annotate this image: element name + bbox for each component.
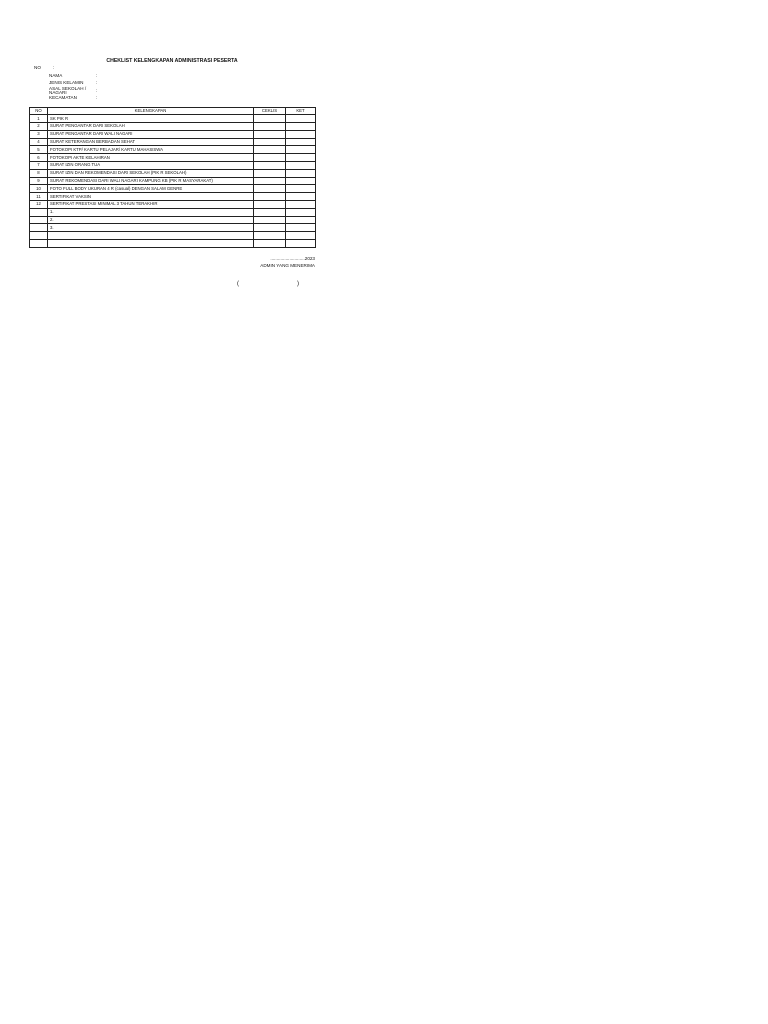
item-text: FOTOKOPI KTP/ KARTU PELAJAR/ KARTU MAHASISWA	[48, 146, 254, 154]
ket-cell[interactable]	[286, 232, 316, 240]
table-row	[30, 138, 316, 146]
sub-item-text: 1.	[48, 208, 254, 216]
ket-cell[interactable]	[286, 154, 316, 162]
item-no: 8	[30, 169, 48, 177]
table-header-row	[30, 107, 316, 115]
table-row	[30, 216, 316, 224]
ket-cell[interactable]	[286, 201, 316, 209]
item-text: SERTIFIKAT PRESTASI MINIMAL 3 TAHUN TERAKHIR	[48, 201, 254, 209]
item-text: SURAT PENGANTAR DARI SEKOLAH	[48, 123, 254, 131]
ket-cell[interactable]	[286, 162, 316, 170]
item-no: 5	[30, 146, 48, 154]
ceklis-cell[interactable]	[254, 232, 286, 240]
form-title: CHEKLIST KELENGKAPAN ADMINISTRASI PESERTA	[106, 58, 238, 64]
admin-label: ADMIN YANG MENERIMA	[260, 262, 315, 268]
table-row	[30, 201, 316, 209]
col-header-no: NO	[30, 107, 48, 115]
ket-cell[interactable]	[286, 240, 316, 248]
checklist-form	[29, 57, 315, 290]
item-no: 3	[30, 130, 48, 138]
ket-cell[interactable]	[286, 193, 316, 201]
checklist-table	[29, 107, 316, 248]
table-row	[30, 115, 316, 123]
signature-bracket-left: (	[237, 280, 239, 287]
table-row	[30, 185, 316, 193]
table-row	[30, 240, 316, 248]
col-header-ket: KET	[286, 107, 316, 115]
table-row	[30, 123, 316, 131]
ket-cell[interactable]	[286, 177, 316, 185]
item-no: 10	[30, 185, 48, 193]
field-colon: :	[96, 87, 98, 93]
ceklis-cell[interactable]	[254, 123, 286, 131]
item-no: 9	[30, 177, 48, 185]
item-text: SERTIFIKAT VAKSIN	[48, 193, 254, 201]
field-jenis-kelamin-label: JENIS KELAMIN	[49, 80, 84, 86]
table-row	[30, 193, 316, 201]
item-text: SURAT IZIN ORANG TUA	[48, 162, 254, 170]
ket-cell[interactable]	[286, 185, 316, 193]
item-no: 4	[30, 138, 48, 146]
item-text: SURAT IZIN DAN REKOMENDASI DARI SEKOLAH (PIK R SEKOLAH)	[48, 169, 254, 177]
signature-bracket-right: )	[297, 280, 299, 287]
ket-cell[interactable]	[286, 123, 316, 131]
field-colon: :	[53, 65, 55, 71]
table-row	[30, 232, 316, 240]
ceklis-cell[interactable]	[254, 115, 286, 123]
col-header-kelengkapan: KELENGKAPAN	[48, 107, 254, 115]
ceklis-cell[interactable]	[254, 201, 286, 209]
table-row	[30, 130, 316, 138]
field-kecamatan-label: KECAMATAN	[49, 95, 77, 101]
ket-cell[interactable]	[286, 169, 316, 177]
ceklis-cell[interactable]	[254, 162, 286, 170]
item-no: 11	[30, 193, 48, 201]
item-text: SURAT REKOMENDASI DARI WALI NAGARI KAMPUNG KB (PIK R MASYARAKAT)	[48, 177, 254, 185]
sub-item-text: 2.	[48, 216, 254, 224]
ceklis-cell[interactable]	[254, 216, 286, 224]
field-nama-label: NAMA	[49, 72, 63, 78]
ceklis-cell[interactable]	[254, 224, 286, 232]
field-asal-sekolah-row	[29, 85, 315, 96]
ket-cell[interactable]	[286, 224, 316, 232]
field-no-row	[29, 65, 315, 73]
table-row	[30, 224, 316, 232]
table-row	[30, 162, 316, 170]
item-no: 2	[30, 123, 48, 131]
ceklis-cell[interactable]	[254, 208, 286, 216]
ket-cell[interactable]	[286, 216, 316, 224]
ket-cell[interactable]	[286, 208, 316, 216]
signature-date: ...........................2023	[270, 255, 315, 261]
ket-cell[interactable]	[286, 115, 316, 123]
table-row	[30, 146, 316, 154]
ket-cell[interactable]	[286, 130, 316, 138]
table-row	[30, 154, 316, 162]
field-colon: :	[96, 95, 98, 101]
ceklis-cell[interactable]	[254, 130, 286, 138]
field-colon: :	[96, 72, 98, 78]
item-no: 12	[30, 201, 48, 209]
ceklis-cell[interactable]	[254, 240, 286, 248]
field-colon: :	[96, 80, 98, 86]
item-text: FOTO FULL BODY UKURAN 4 R (casual) DENGAN SALAM GENRE	[48, 185, 254, 193]
item-no: 1	[30, 115, 48, 123]
sub-item-text: 3.	[48, 224, 254, 232]
item-text: SURAT PENGANTAR DARI WALI NAGARI	[48, 130, 254, 138]
field-kecamatan-row	[29, 95, 315, 103]
item-text: SURAT KETERANGAN BERBADAN SEHAT	[48, 138, 254, 146]
field-no-label: NO	[34, 65, 41, 71]
ceklis-cell[interactable]	[254, 177, 286, 185]
ceklis-cell[interactable]	[254, 193, 286, 201]
item-text: SK PIK R	[48, 115, 254, 123]
ceklis-cell[interactable]	[254, 154, 286, 162]
field-asal-sekolah-label: ASAL SEKOLAH / NAGARI	[49, 85, 87, 96]
col-header-ceklis: CEKLIS	[254, 107, 286, 115]
ceklis-cell[interactable]	[254, 146, 286, 154]
table-row	[30, 169, 316, 177]
signature-block	[29, 248, 315, 290]
item-no: 7	[30, 162, 48, 170]
ceklis-cell[interactable]	[254, 169, 286, 177]
field-nama-row	[29, 73, 315, 81]
ceklis-cell[interactable]	[254, 138, 286, 146]
ket-cell[interactable]	[286, 138, 316, 146]
item-text: FOTOKOPI AKTE KELAHIRAN	[48, 154, 254, 162]
table-row	[30, 177, 316, 185]
ceklis-cell[interactable]	[254, 185, 286, 193]
table-row	[30, 208, 316, 216]
ket-cell[interactable]	[286, 146, 316, 154]
item-no: 6	[30, 154, 48, 162]
